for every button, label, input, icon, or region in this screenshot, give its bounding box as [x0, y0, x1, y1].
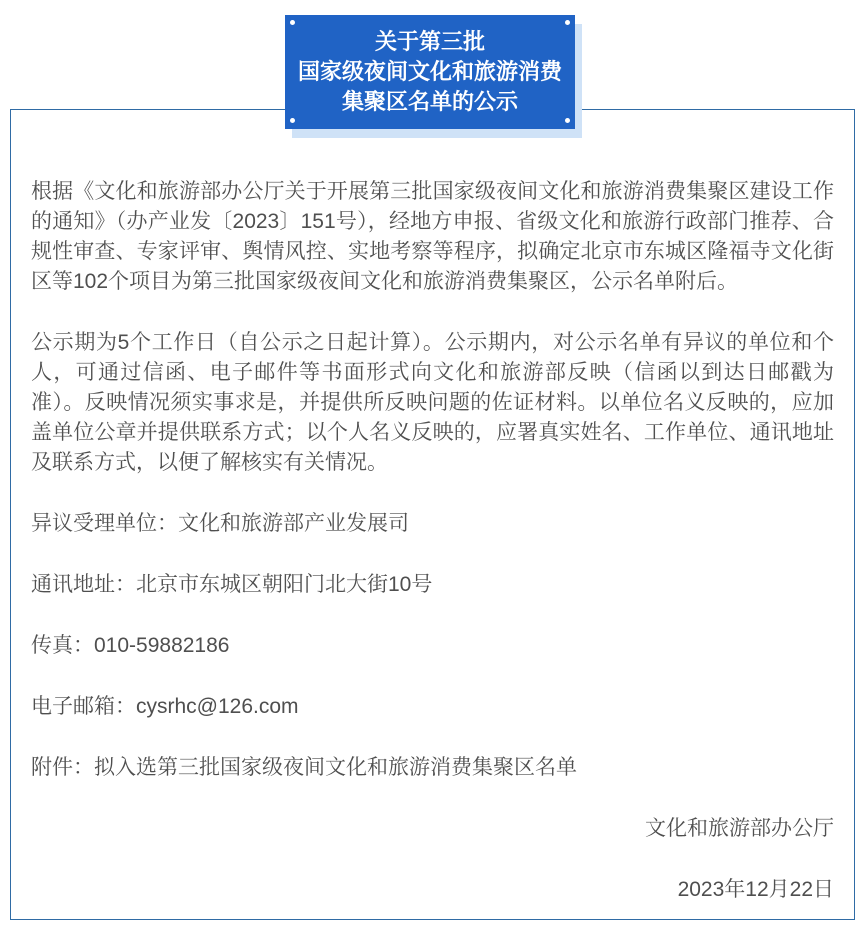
email-line: 电子邮箱：cysrhc@126.com [31, 695, 299, 718]
corner-dot-bottom-right [565, 118, 570, 123]
issuer-signature: 文化和旅游部办公厅 [645, 817, 834, 840]
mailing-address-line: 通讯地址：北京市东城区朝阳门北大街10号 [31, 573, 433, 596]
corner-dot-top-left [290, 20, 295, 25]
notice-title-line-2: 国家级夜间文化和旅游消费 [297, 59, 562, 84]
notice-title-line-1: 关于第三批 [374, 29, 485, 54]
notice-body-card [10, 109, 855, 920]
notice-title-card [285, 15, 575, 129]
fax-line: 传真：010-59882186 [31, 634, 230, 657]
notice-paragraph-publicity-period: 公示期为5个工作日（自公示之日起计算）。公示期内，对公示名单有异议的单位和个人，可通过信函、电子邮件等书面形式向文化和旅游部反映（信函以到达日邮戳为准）。反映情况须实事求是，并提供所反映问题的佐证材料。以单位名义反映的，应加盖单位公章并提供联系方式；以个人名义反映的，应署真实姓名、工作单位、通讯地址及联系方式，以便了解核实有关情况。 [31, 331, 834, 474]
notice-title-line-3: 集聚区名单的公示 [341, 89, 518, 114]
corner-dot-top-right [565, 20, 570, 25]
objection-unit-line: 异议受理单位：文化和旅游部产业发展司 [31, 512, 409, 535]
issue-date: 2023年12月22日 [677, 878, 834, 901]
notice-paragraph-basis: 根据《文化和旅游部办公厅关于开展第三批国家级夜间文化和旅游消费集聚区建设工作的通知》（办产业发〔2023〕151号），经地方申报、省级文化和旅游行政部门推荐、合规性审查、专家评审、舆情风控、实地考察等程序，拟确定北京市东城区隆福寺文化街区等102个项目为第三批国家级夜间文化和旅游消费集聚区，公示名单附后。 [31, 180, 834, 293]
corner-dot-bottom-left [290, 118, 295, 123]
attachment-line: 附件：拟入选第三批国家级夜间文化和旅游消费集聚区名单 [31, 756, 577, 779]
